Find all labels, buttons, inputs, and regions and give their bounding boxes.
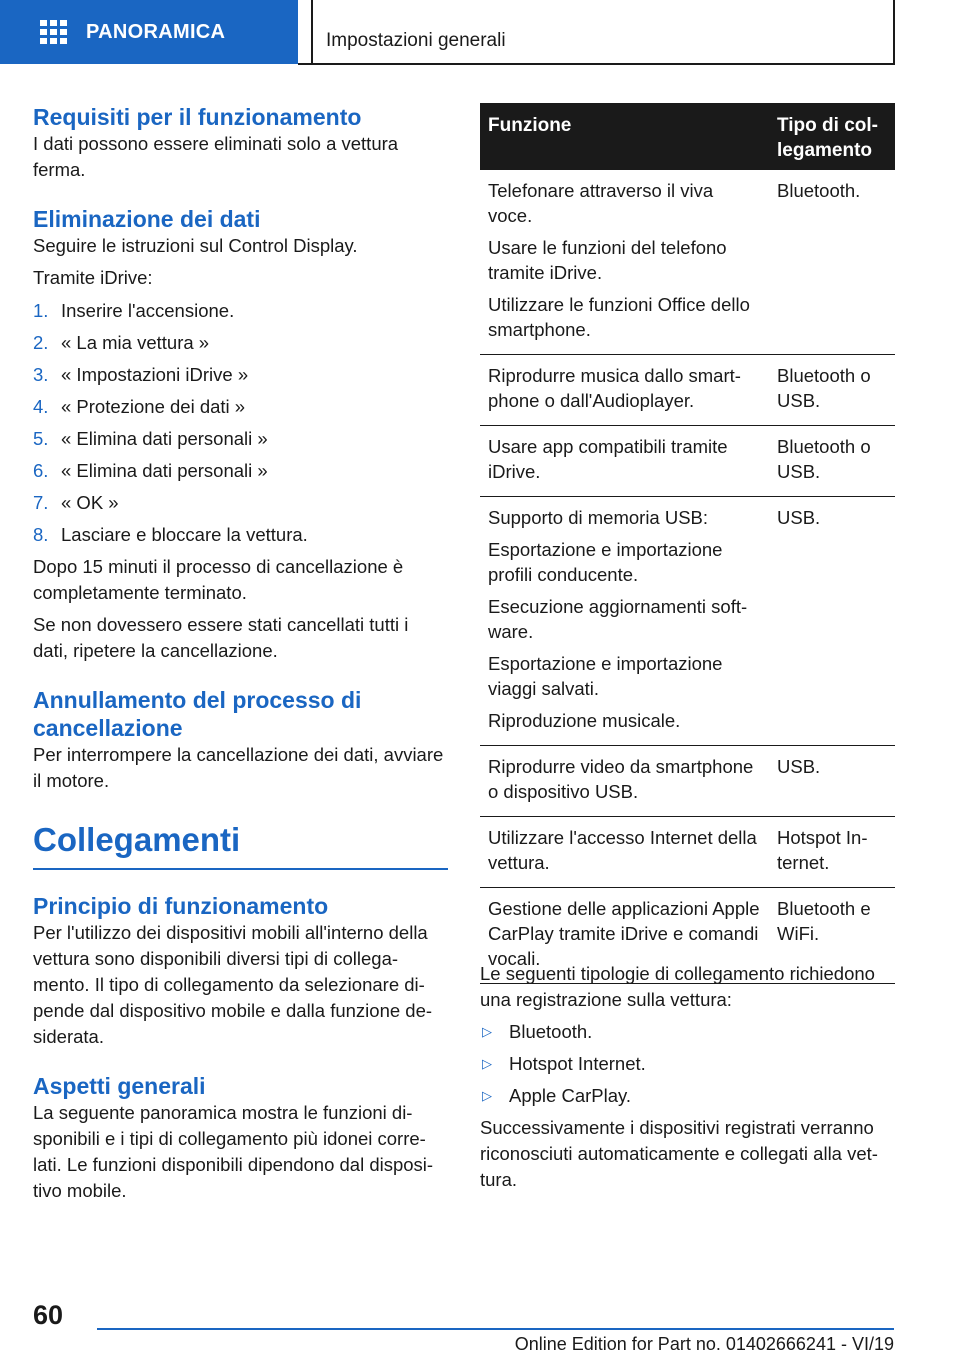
- step-number: 8.: [33, 524, 49, 545]
- table-cell-function: [480, 497, 769, 746]
- table-cell-function: [480, 426, 769, 497]
- cell-line: Esecuzione aggiornamenti soft-ware.: [488, 596, 748, 642]
- table-cell-connection: Bluetooth.: [769, 170, 895, 355]
- right-column: [480, 961, 895, 1193]
- table-row: [480, 426, 895, 497]
- overview-tab[interactable]: [0, 0, 298, 64]
- deletion-text-1: Seguire le istruzioni sul Control Display.: [33, 235, 358, 256]
- bullet-text: Hotspot Internet.: [509, 1053, 646, 1074]
- grid-icon: [40, 20, 68, 44]
- list-item: [33, 490, 448, 516]
- header-underline: [298, 63, 895, 65]
- list-item: [33, 362, 448, 388]
- heading-general-aspects: Aspetti generali: [33, 1073, 206, 1099]
- table-cell-connection: Bluetooth o USB.: [769, 355, 895, 426]
- edition-note: Online Edition for Part no. 01402666241 - VI/19: [514, 1334, 894, 1354]
- step-text: Inserire l'accensione.: [61, 300, 235, 321]
- step-number: 4.: [33, 396, 49, 417]
- cell-line: Usare app compatibili tramite iDrive.: [488, 436, 728, 482]
- heading-cancel-deletion: Annullamento del processo di cancellazione: [33, 687, 362, 741]
- step-number: 3.: [33, 364, 49, 385]
- step-number: 6.: [33, 460, 49, 481]
- step-number: 7.: [33, 492, 49, 513]
- triangle-right-icon: ▷: [482, 1088, 492, 1103]
- table-cell-function: [480, 746, 769, 817]
- header-divider-left: [311, 0, 313, 64]
- list-item: [480, 1083, 895, 1109]
- section-title: Impostazioni generali: [326, 30, 506, 51]
- heading-requirements: Requisiti per il funzionamento: [33, 104, 362, 130]
- step-text: « Impostazioni iDrive »: [61, 364, 249, 385]
- table-row: [480, 746, 895, 817]
- cell-line: Supporto di memoria USB:: [488, 507, 709, 528]
- column-header-connection-type: Tipo di col-legamento: [769, 103, 895, 170]
- cell-line: Utilizzare l'accesso Internet della vettura.: [488, 827, 757, 873]
- cancel-deletion-text: Per interrompere la cancellazione dei dati, avviare il motore.: [33, 744, 444, 791]
- table-cell-connection: Bluetooth o USB.: [769, 426, 895, 497]
- table-row: [480, 817, 895, 888]
- list-item: [33, 522, 448, 548]
- footer-line: [97, 1328, 894, 1330]
- table-cell-function: [480, 170, 769, 355]
- heading-data-deletion: Eliminazione dei dati: [33, 206, 261, 232]
- table-row: [480, 497, 895, 746]
- triangle-right-icon: ▷: [482, 1056, 492, 1071]
- list-item: [33, 458, 448, 484]
- table-row: [480, 355, 895, 426]
- step-text: « Elimina dati personali »: [61, 460, 268, 481]
- overview-tab-label: PANORAMICA: [86, 20, 226, 43]
- general-aspects-text: La seguente panoramica mostra le funzioni di-sponibili e i tipi di collegamento più idonei corre-lati. Le funzioni disponibili dipendono dal disposi-tivo mobile.: [33, 1102, 434, 1201]
- cell-line: Esportazione e importazione viaggi salvati.: [488, 653, 723, 699]
- table-cell-connection: Bluetooth e WiFi.: [769, 888, 895, 984]
- step-text: « Protezione dei dati »: [61, 396, 246, 417]
- cell-line: Riprodurre video da smartphone o dispositivo USB.: [488, 756, 754, 802]
- list-item: [480, 1051, 895, 1077]
- operating-principle-text: Per l'utilizzo dei dispositivi mobili all'interno della vettura sono disponibili diversi tipi di collega-mento. Il tipo di collegamento da selezionare di-pende dal dispositivo mobile e dalla funzione de-siderata.: [33, 922, 433, 1047]
- deletion-steps: [33, 298, 448, 548]
- list-item: [480, 1019, 895, 1045]
- cell-line: Riprodurre musica dallo smart-phone o dall'Audioplayer.: [488, 365, 741, 411]
- requirements-text: I dati possono essere eliminati solo a vettura ferma.: [33, 133, 399, 180]
- step-number: 2.: [33, 332, 49, 353]
- header-divider-right: [893, 0, 895, 64]
- step-text: « La mia vettura »: [61, 332, 210, 353]
- chapter-title: Collegamenti: [33, 820, 448, 870]
- deletion-text-3: Dopo 15 minuti il processo di cancellazione è completamente terminato.: [33, 556, 404, 603]
- table-cell-connection: USB.: [769, 746, 895, 817]
- triangle-right-icon: ▷: [482, 1024, 492, 1039]
- table-cell-connection: USB.: [769, 497, 895, 746]
- page-number: 60: [33, 1300, 64, 1330]
- step-text: « Elimina dati personali »: [61, 428, 268, 449]
- heading-operating-principle: Principio di funzionamento: [33, 893, 329, 919]
- table-cell-connection: Hotspot In-ternet.: [769, 817, 895, 888]
- table-header-row: [480, 103, 895, 170]
- step-text: Lasciare e bloccare la vettura.: [61, 524, 308, 545]
- registration-intro: Le seguenti tipologie di collegamento richiedono una registrazione sulla vettura:: [480, 963, 875, 1010]
- cell-line: Gestione delle applicazioni Apple CarPlay tramite iDrive e comandi vocali.: [488, 898, 760, 969]
- left-column: [33, 103, 448, 1204]
- deletion-text-2: Tramite iDrive:: [33, 267, 153, 288]
- table-row: [480, 170, 895, 355]
- registration-outro: Successivamente i dispositivi registrati verranno riconosciuti automaticamente e collegati alla vet-tura.: [480, 1117, 878, 1190]
- step-number: 5.: [33, 428, 49, 449]
- list-item: [33, 394, 448, 420]
- cell-line: Utilizzare le funzioni Office dello smartphone.: [488, 294, 750, 340]
- list-item: [33, 330, 448, 356]
- list-item: [33, 298, 448, 324]
- column-header-function: Funzione: [480, 103, 769, 170]
- bullet-text: Apple CarPlay.: [509, 1085, 632, 1106]
- cell-line: Usare le funzioni del telefono tramite iDrive.: [488, 237, 727, 283]
- step-text: « OK »: [61, 492, 119, 513]
- step-number: 1.: [33, 300, 49, 321]
- cell-line: Telefonare attraverso il viva voce.: [488, 180, 714, 226]
- table-cell-function: [480, 355, 769, 426]
- list-item: [33, 426, 448, 452]
- registration-list: [480, 1019, 895, 1109]
- table-cell-function: [480, 817, 769, 888]
- cell-line: Riproduzione musicale.: [488, 710, 681, 731]
- bullet-text: Bluetooth.: [509, 1021, 593, 1042]
- connections-table: [480, 103, 895, 984]
- cell-line: Esportazione e importazione profili conducente.: [488, 539, 723, 585]
- deletion-text-4: Se non dovessero essere stati cancellati tutti i dati, ripetere la cancellazione.: [33, 614, 409, 661]
